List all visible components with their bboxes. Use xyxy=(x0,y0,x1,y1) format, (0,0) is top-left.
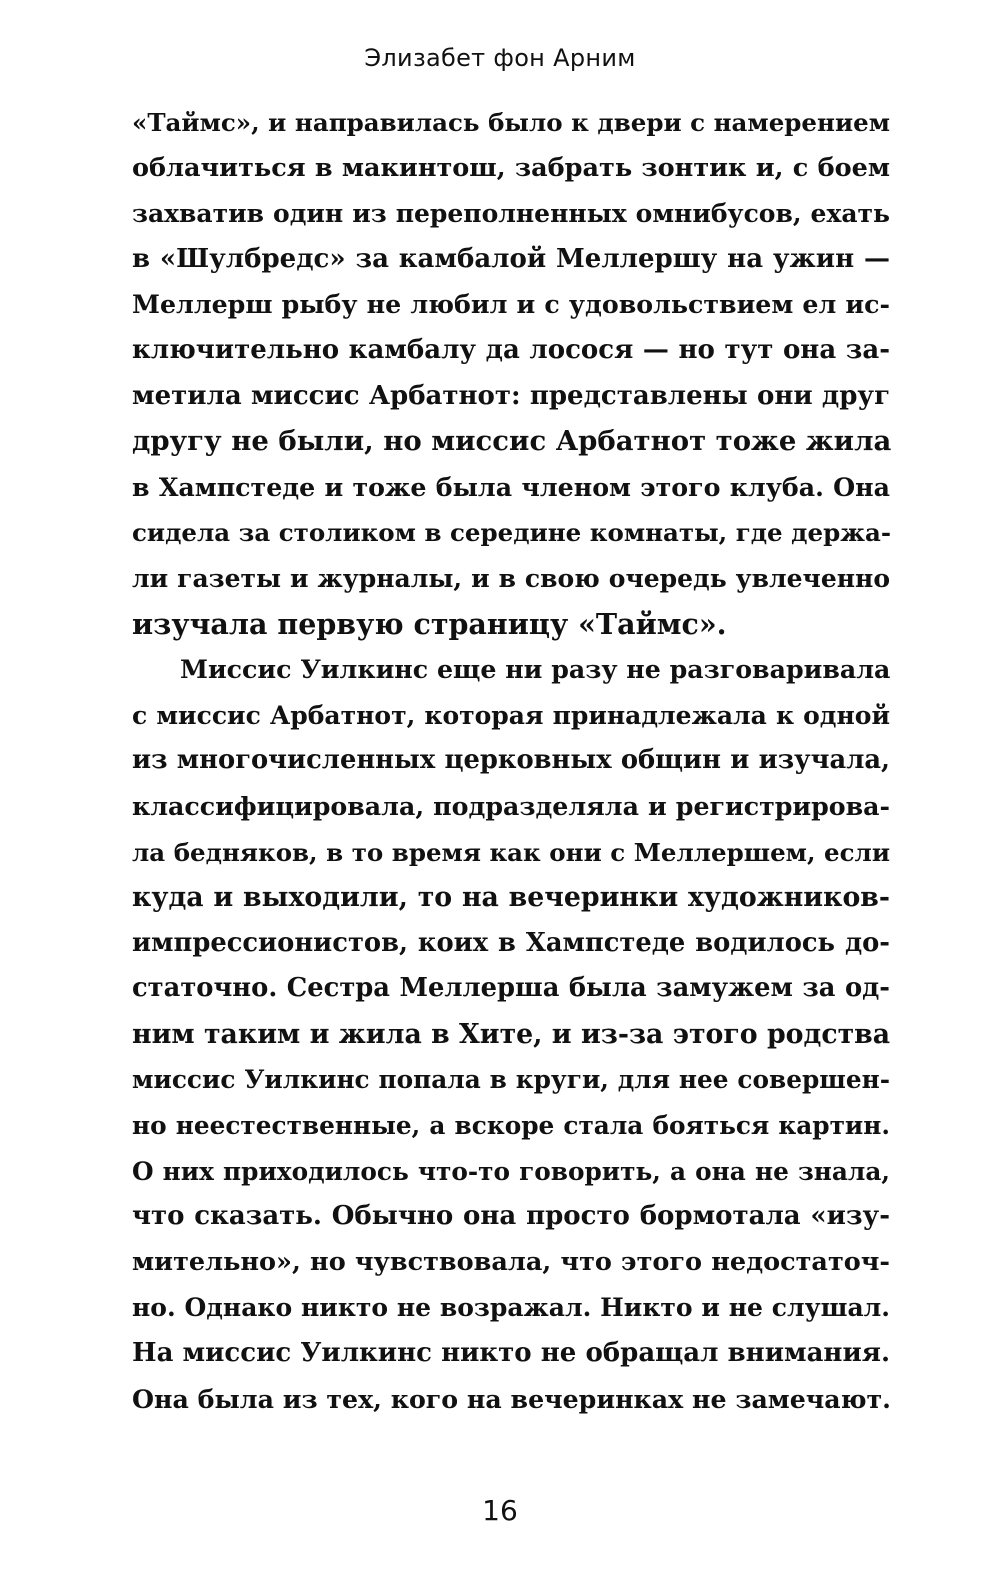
text-line: Миссис Уилкинс еще ни разу не разговаривала xyxy=(180,654,891,685)
text-line: Она была из тех, кого на вечеринках не замечают. xyxy=(132,1383,891,1414)
text-line: изучала первую страницу «Таймс». xyxy=(132,606,727,641)
text-line: с миссис Арбатнот, которая принадлежала к одной xyxy=(132,700,890,730)
text-line: захватив один из переполненных омнибусов, ехать xyxy=(132,199,890,229)
running-head: Элизабет фон Арним xyxy=(364,44,636,72)
text-line: ним таким и жила в Хите, и из-за этого родства xyxy=(132,1018,891,1050)
text-line: О них приходилось что-то говорить, а она не знала, xyxy=(132,1156,890,1186)
text-line: сидела за столиком в середине комнаты, где держа- xyxy=(132,518,891,548)
text-line: но. Однако никто не возражал. Никто и не слушал. xyxy=(132,1293,890,1323)
text-line: импрессионистов, коих в Хампстеде водилось до- xyxy=(132,927,890,958)
text-line: что сказать. Обычно она просто бормотала «изу- xyxy=(132,1201,890,1232)
text-line: в Хампстеде и тоже была членом этого клуба. Она xyxy=(132,471,890,502)
text-line: ла бедняков, в то время как они с Меллершем, если xyxy=(132,837,890,867)
text-line: «Таймс», и направилась было к двери с намерением xyxy=(132,108,890,137)
text-line: в «Шулбредс» за камбалой Меллершу на ужин — xyxy=(132,243,890,274)
text-line: другу не были, но миссис Арбатнот тоже жила xyxy=(132,425,892,458)
text-line: но неестественные, а вскоре стала бояться картин. xyxy=(132,1111,890,1141)
page-number: 16 xyxy=(482,1494,518,1527)
text-line: мительно», но чувствовала, что этого недостаточ- xyxy=(132,1246,890,1277)
text-line: облачиться в макинтош, забрать зонтик и, с боем xyxy=(132,152,890,183)
text-line: На миссис Уилкинс никто не обращал внимания. xyxy=(132,1338,890,1369)
text-line: классифицировала, подразделяла и регистрирова- xyxy=(132,790,890,821)
text-line: куда и выходили, то на вечеринки художников- xyxy=(132,882,890,914)
text-line: миссис Уилкинс попала в круги, для нее совершен- xyxy=(132,1065,890,1095)
text-line: ли газеты и журналы, и в свою очередь увлеченно xyxy=(132,563,890,593)
text-line: Меллерш рыбу не любил и с удовольствием ел ис- xyxy=(132,289,890,320)
paragraph-2 xyxy=(132,647,890,1422)
text-line: ключительно камбалу да лосося — но тут она за- xyxy=(132,334,890,365)
paragraph-1 xyxy=(132,100,890,647)
body-text xyxy=(132,100,890,1422)
text-line: метила миссис Арбатнот: представлены они друг xyxy=(132,380,890,411)
text-line: из многочисленных церковных общин и изучала, xyxy=(132,745,890,776)
text-line: статочно. Сестра Меллерша была замужем за од- xyxy=(132,973,890,1004)
